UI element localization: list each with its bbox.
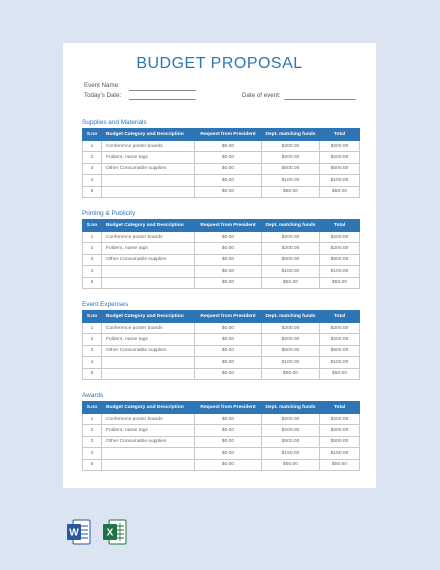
table-header-row [83,311,360,323]
cell-dept[interactable]: $200.00 [262,323,320,334]
cell-desc[interactable] [102,357,195,368]
cell-request[interactable]: $0.00 [195,448,262,459]
cell-request[interactable]: $0.00 [195,232,262,243]
document-page [63,43,376,488]
column-header: S.no [83,220,102,232]
cell-request[interactable]: $0.00 [195,243,262,254]
cell-request[interactable]: $0.00 [195,345,262,356]
cell-total[interactable]: $200.00 [320,323,360,334]
table-row [83,414,360,425]
cell-dept[interactable]: $200.00 [262,141,320,152]
table-row [83,448,360,459]
cell-request[interactable]: $0.00 [195,163,262,174]
table-row [83,277,360,288]
cell-desc[interactable]: Other Consumable supplies [102,163,195,174]
table-row [83,232,360,243]
cell-sno[interactable]: 2 [83,334,102,345]
column-header: Dept. matching funds [262,220,320,232]
todays-date-label: Today's Date: [84,92,122,99]
cell-dept[interactable]: $200.00 [262,243,320,254]
cell-desc[interactable] [102,459,195,470]
cell-request[interactable]: $0.00 [195,152,262,163]
cell-desc[interactable]: Folders, name tags [102,425,195,436]
cell-desc[interactable] [102,266,195,277]
cell-total[interactable]: $50.00 [320,368,360,379]
column-header: Request from President [195,220,262,232]
cell-sno[interactable]: 5 [83,186,102,197]
budget-table [82,219,360,289]
column-header: Dept. matching funds [262,402,320,414]
section-title: Event Expenses [82,301,129,308]
cell-sno[interactable]: 1 [83,414,102,425]
cell-total[interactable]: $500.00 [320,254,360,265]
cell-sno[interactable]: 3 [83,163,102,174]
cell-dept[interactable]: $200.00 [262,152,320,163]
cell-dept[interactable]: $200.00 [262,334,320,345]
column-header: S.no [83,311,102,323]
todays-date-field[interactable] [129,99,196,100]
cell-request[interactable]: $0.00 [195,277,262,288]
date-of-event-field[interactable] [284,99,356,100]
table-row [83,345,360,356]
cell-total[interactable]: $150.00 [320,448,360,459]
budget-table [82,310,360,380]
cell-dept[interactable]: $150.00 [262,448,320,459]
column-header: Total [320,129,360,141]
table-row [83,459,360,470]
cell-total[interactable]: $200.00 [320,232,360,243]
cell-total[interactable]: $500.00 [320,163,360,174]
table-header-row [83,129,360,141]
cell-dept[interactable]: $100.00 [262,266,320,277]
cell-dept[interactable]: $500.00 [262,254,320,265]
cell-total[interactable]: $200.00 [320,334,360,345]
cell-desc[interactable]: Folders, name tags [102,334,195,345]
excel-icon-letter: X [106,527,114,539]
cell-desc[interactable] [102,277,195,288]
cell-total[interactable]: $200.00 [320,414,360,425]
cell-request[interactable]: $0.00 [195,436,262,447]
table-row [83,243,360,254]
cell-dept[interactable]: $200.00 [262,414,320,425]
cell-sno[interactable]: 3 [83,436,102,447]
column-header: S.no [83,129,102,141]
table-row [83,425,360,436]
cell-desc[interactable]: Conference poster boards [102,323,195,334]
event-name-field[interactable] [129,90,196,91]
cell-sno[interactable]: 3 [83,254,102,265]
cell-dept[interactable]: $50.00 [262,368,320,379]
cell-sno[interactable]: 2 [83,425,102,436]
cell-request[interactable]: $0.00 [195,254,262,265]
cell-request[interactable]: $0.00 [195,266,262,277]
cell-request[interactable]: $0.00 [195,175,262,186]
cell-sno[interactable]: 2 [83,152,102,163]
table-row [83,266,360,277]
table-row [83,436,360,447]
column-header: Total [320,402,360,414]
cell-desc[interactable]: Other Consumable supplies [102,254,195,265]
cell-request[interactable]: $0.00 [195,186,262,197]
cell-dept[interactable]: $500.00 [262,345,320,356]
table-header-row [83,402,360,414]
section-title: Awards [82,392,104,399]
cell-total[interactable]: $200.00 [320,243,360,254]
column-header: Request from President [195,311,262,323]
cell-request[interactable]: $0.00 [195,141,262,152]
cell-total[interactable]: $50.00 [320,459,360,470]
cell-sno[interactable]: 1 [83,323,102,334]
cell-sno[interactable]: 4 [83,357,102,368]
cell-dept[interactable]: $50.00 [262,459,320,470]
table-row [83,186,360,197]
cell-sno[interactable]: 4 [83,448,102,459]
cell-desc[interactable]: Conference poster boards [102,141,195,152]
cell-desc[interactable] [102,448,195,459]
table-row [83,175,360,186]
cell-sno[interactable]: 5 [83,459,102,470]
column-header: Request from President [195,402,262,414]
cell-total[interactable]: $50.00 [320,277,360,288]
cell-sno[interactable]: 4 [83,266,102,277]
cell-sno[interactable]: 3 [83,345,102,356]
table-row [83,141,360,152]
cell-desc[interactable]: Conference poster boards [102,414,195,425]
column-header: Budget Category and Description [102,220,195,232]
cell-total[interactable]: $500.00 [320,436,360,447]
cell-desc[interactable]: Conference poster boards [102,232,195,243]
column-header: Budget Category and Description [102,402,195,414]
cell-total[interactable]: $100.00 [320,266,360,277]
column-header: Dept. matching funds [262,311,320,323]
column-header: Budget Category and Description [102,311,195,323]
page-title: BUDGET PROPOSAL [136,55,303,72]
cell-request[interactable]: $0.00 [195,459,262,470]
cell-total[interactable]: $200.00 [320,425,360,436]
date-of-event-label: Date of event: [242,92,281,99]
section-title: Supplies and Materials [82,119,147,126]
cell-dept[interactable]: $200.00 [262,232,320,243]
cell-total[interactable]: $200.00 [320,152,360,163]
cell-total[interactable]: $500.00 [320,345,360,356]
cell-total[interactable]: $100.00 [320,357,360,368]
table-row [83,357,360,368]
section-title: Printing & Publicity [82,210,136,217]
table-row [83,152,360,163]
cell-request[interactable]: $0.00 [195,357,262,368]
cell-request[interactable]: $0.00 [195,425,262,436]
column-header: S.no [83,402,102,414]
cell-dept[interactable]: $200.00 [262,425,320,436]
event-name-label: Event Name: [84,82,120,89]
cell-desc[interactable]: Folders, name tags [102,243,195,254]
table-header-row [83,220,360,232]
cell-request[interactable]: $0.00 [195,334,262,345]
cell-request[interactable]: $0.00 [195,414,262,425]
cell-desc[interactable] [102,186,195,197]
cell-sno[interactable]: 1 [83,232,102,243]
column-header: Total [320,311,360,323]
cell-desc[interactable] [102,175,195,186]
table-row [83,368,360,379]
cell-dept[interactable]: $50.00 [262,277,320,288]
word-icon[interactable] [67,519,91,545]
cell-sno[interactable]: 5 [83,277,102,288]
budget-table [82,401,360,471]
budget-table [82,128,360,198]
column-header: Request from President [195,129,262,141]
column-header: Budget Category and Description [102,129,195,141]
cell-total[interactable]: $200.00 [320,141,360,152]
table-row [83,334,360,345]
cell-request[interactable]: $0.00 [195,323,262,334]
cell-dept[interactable]: $50.00 [262,186,320,197]
cell-dept[interactable]: $100.00 [262,357,320,368]
cell-desc[interactable]: Other Consumable supplies [102,345,195,356]
column-header: Dept. matching funds [262,129,320,141]
cell-total[interactable]: $100.00 [320,175,360,186]
cell-sno[interactable]: 5 [83,368,102,379]
cell-desc[interactable]: Folders, name tags [102,152,195,163]
table-row [83,323,360,334]
cell-sno[interactable]: 4 [83,175,102,186]
cell-dept[interactable]: $500.00 [262,436,320,447]
cell-dept[interactable]: $500.00 [262,163,320,174]
cell-desc[interactable]: Other Consumable supplies [102,436,195,447]
table-row [83,163,360,174]
cell-dept[interactable]: $100.00 [262,175,320,186]
column-header: Total [320,220,360,232]
word-icon-letter: W [69,527,79,539]
cell-total[interactable]: $50.00 [320,186,360,197]
excel-icon[interactable] [103,519,127,545]
table-row [83,254,360,265]
cell-sno[interactable]: 1 [83,141,102,152]
cell-request[interactable]: $0.00 [195,368,262,379]
cell-sno[interactable]: 2 [83,243,102,254]
cell-desc[interactable] [102,368,195,379]
